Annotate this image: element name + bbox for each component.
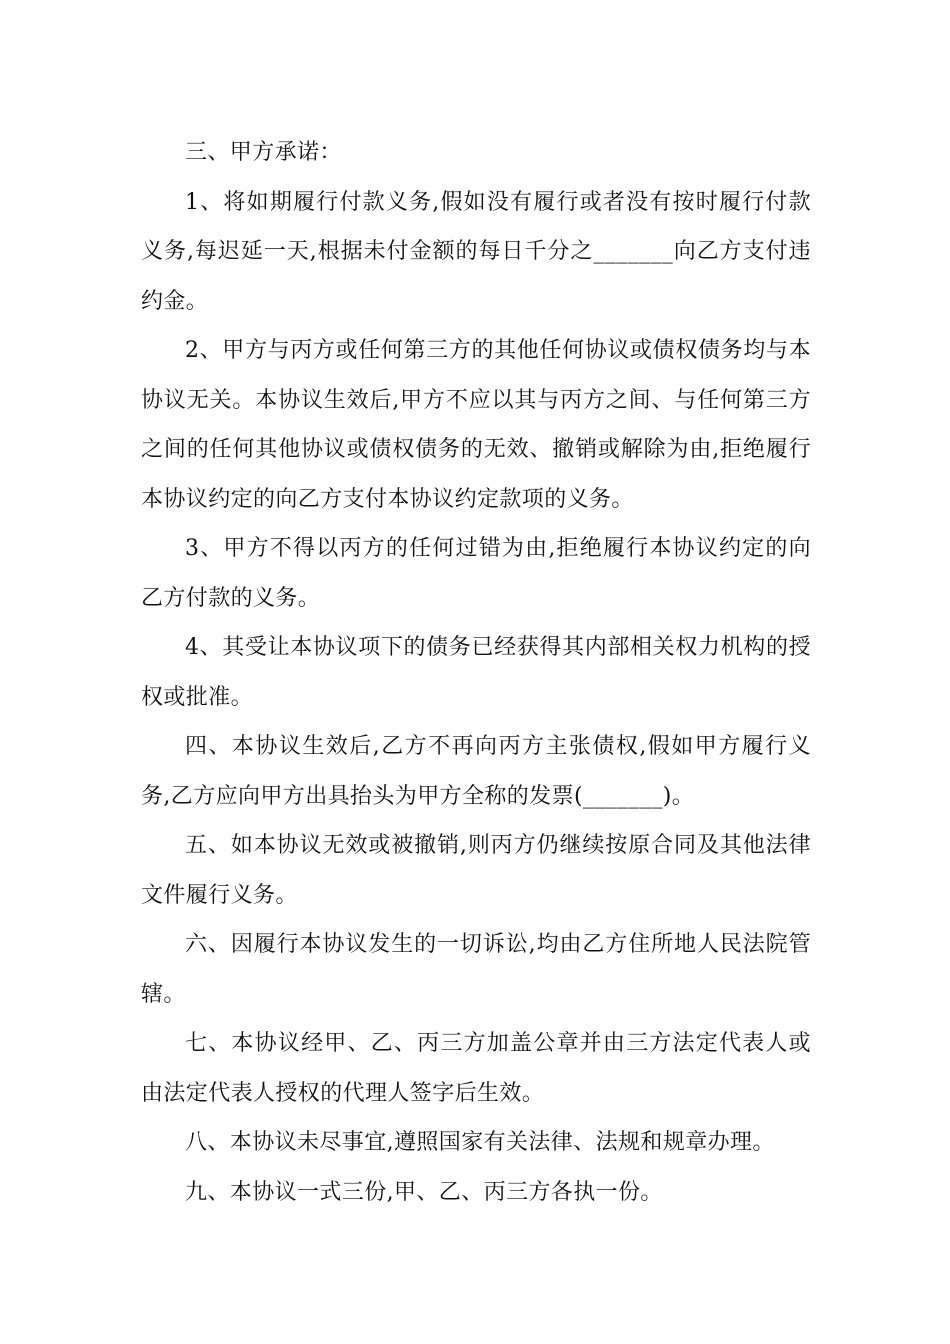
section-8-unresolved-matters: 八、本协议未尽事宜,遵照国家有关法律、法规和规章办理。 [185, 1130, 775, 1155]
section-5-invalidity: 五、如本协议无效或被撤销,则丙方仍继续按原合同及其他法律文件履行义务。 [141, 833, 811, 908]
section-4-invoice: 四、本协议生效后,乙方不再向丙方主张债权,假如甲方履行义务,乙方应向甲方出具抬头为甲方全称的发票(_______)。 [141, 734, 811, 809]
document-body [141, 128, 811, 1217]
section-6-jurisdiction: 六、因履行本协议发生的一切诉讼,均由乙方住所地人民法院管辖。 [141, 932, 811, 1007]
clause-3-no-excuse: 3、甲方不得以丙方的任何过错为由,拒绝履行本协议约定的向乙方付款的义务。 [141, 536, 811, 611]
clause-2-independence: 2、甲方与丙方或任何第三方的其他任何协议或债权债务均与本协议无关。本协议生效后,甲方不应以其与丙方之间、与任何第三方之间的任何其他协议或债权债务的无效、撤销或解除为由,拒绝履行本协议约定的向乙方支付本协议约定款项的义务。 [141, 338, 811, 512]
section-7-effectiveness: 七、本协议经甲、乙、丙三方加盖公章并由三方法定代表人或由法定代表人授权的代理人签字后生效。 [141, 1031, 811, 1106]
clause-1-payment-obligation: 1、将如期履行付款义务,假如没有履行或者没有按时履行付款义务,每迟延一天,根据未付金额的每日千分之_______向乙方支付违约金。 [141, 189, 811, 314]
section-heading-party-a-commitments: 三、甲方承诺： [185, 140, 342, 165]
clause-4-authorization: 4、其受让本协议项下的债务已经获得其内部相关权力机构的授权或批准。 [141, 635, 811, 710]
section-9-copies: 九、本协议一式三份,甲、乙、丙三方各执一份。 [185, 1179, 663, 1205]
